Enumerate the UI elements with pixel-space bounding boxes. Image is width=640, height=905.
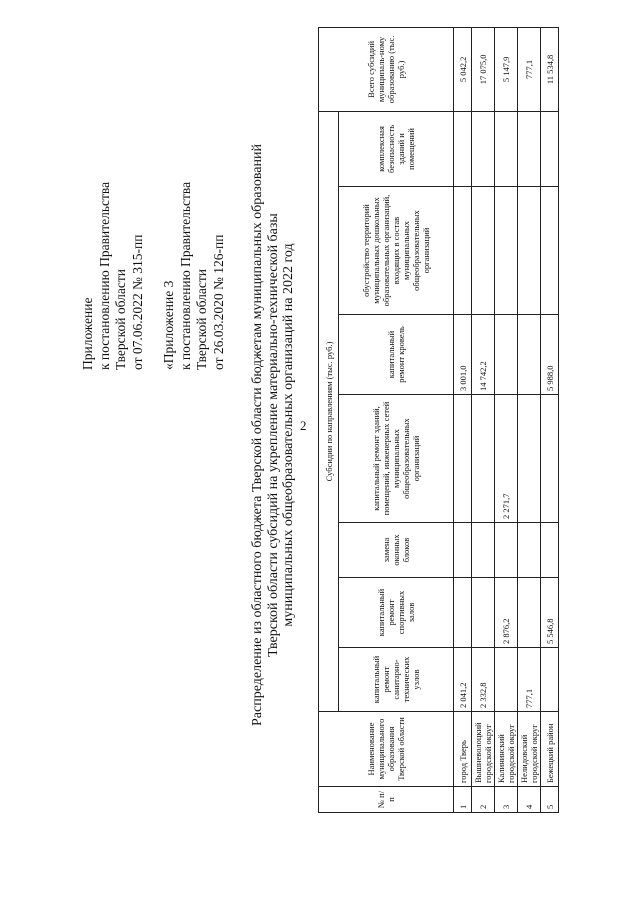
row-value	[454, 523, 472, 578]
row-total: 5 147,9	[495, 27, 518, 111]
row-value: 2 271,7	[495, 395, 518, 523]
appendix-line: к постановлению Правительства	[177, 181, 193, 370]
header-sub: капитальный ремонт кровель	[339, 315, 454, 395]
header-name: Наименование муниципального образования Тверской области	[319, 712, 454, 787]
row-value	[495, 187, 518, 315]
row-value	[518, 395, 541, 523]
row-value	[495, 315, 518, 395]
page-number: 2	[300, 418, 307, 433]
row-name: Бежецкий район	[541, 712, 559, 787]
title-line: муниципальных общеобразовательных организаций на 2022 год	[281, 243, 296, 627]
table-row	[495, 27, 518, 812]
row-value: 2 332,8	[472, 648, 495, 712]
row-value	[518, 523, 541, 578]
document-title	[250, 75, 297, 795]
row-value: 3 001,0	[454, 315, 472, 395]
row-value	[472, 395, 495, 523]
row-value: 14 742,2	[472, 315, 495, 395]
row-value: 2 041,2	[454, 648, 472, 712]
table-row	[472, 27, 495, 812]
title-line: Тверской области субсидий на укрепление материально-технической базы	[265, 213, 281, 657]
header-sub: обустройство территорий муниципальных дошкольных образовательных организаций, входящих в состав муниципальных общеобразовательных организаций	[339, 187, 454, 315]
row-name: Калининский городской округ	[495, 712, 518, 787]
row-value	[541, 523, 559, 578]
subsidy-table	[318, 27, 559, 813]
header-subsidy-group: Субсидии по направлениям (тыс. руб.)	[319, 111, 339, 711]
row-num: 4	[518, 787, 541, 813]
row-value	[454, 578, 472, 648]
appendix-line: от 26.03.2020 № 126-пп	[210, 234, 226, 370]
row-value	[472, 578, 495, 648]
table-row	[454, 27, 472, 812]
row-total: 17 075,0	[472, 27, 495, 111]
row-value	[454, 187, 472, 315]
row-value	[541, 395, 559, 523]
header-sub: капитальный ремонт спортивных залов	[339, 578, 454, 648]
appendix-line: Тверской области	[194, 269, 209, 370]
row-value	[454, 111, 472, 186]
row-value	[518, 187, 541, 315]
row-value	[472, 523, 495, 578]
row-name: Нелидовский городской округ	[518, 712, 541, 787]
title-line: Распределение из областного бюджета Тверской области бюджетам муниципальных образований	[250, 144, 265, 726]
row-value	[541, 111, 559, 186]
row-value: 777,1	[518, 648, 541, 712]
row-num: 3	[495, 787, 518, 813]
row-value	[518, 578, 541, 648]
appendix-block	[80, 182, 227, 370]
appendix-line: «Приложение 3	[161, 280, 176, 370]
row-value	[495, 523, 518, 578]
row-value: 2 876,2	[495, 578, 518, 648]
row-value	[495, 648, 518, 712]
row-value	[541, 648, 559, 712]
table-row	[541, 27, 559, 812]
row-value	[472, 187, 495, 315]
row-num: 1	[454, 787, 472, 813]
row-value	[495, 111, 518, 186]
header-sub: капитальный ремонт санитарно-технических узлов	[339, 648, 454, 712]
row-name: город Тверь	[454, 712, 472, 787]
row-value: 5 546,8	[541, 578, 559, 648]
row-name: Вышневолоцкий городской округ	[472, 712, 495, 787]
row-value	[518, 315, 541, 395]
row-num: 5	[541, 787, 559, 813]
header-num: № п/п	[319, 787, 454, 813]
row-value	[518, 111, 541, 186]
header-sub: замена оконных блоков	[339, 523, 454, 578]
header-sub: капитальный ремонт зданий, помещений, инженерных сетей муниципальных общеобразовательных организаций	[339, 395, 454, 523]
row-value	[454, 395, 472, 523]
header-total: Всего субсидий муниципаль-ному образованию (тыс. руб.)	[319, 27, 454, 111]
row-value: 5 988,0	[541, 315, 559, 395]
appendix-line: Тверской области	[113, 269, 128, 370]
row-num: 2	[472, 787, 495, 813]
row-total: 5 042,2	[454, 27, 472, 111]
appendix-line: от 07.06.2022 № 315-пп	[129, 234, 145, 370]
header-sub: комплексная безопасность зданий и помещений	[339, 111, 454, 186]
row-total: 777,1	[518, 27, 541, 111]
appendix-line: к постановлению Правительства	[96, 181, 112, 370]
row-total: 11 534,8	[541, 27, 559, 111]
appendix-line: Приложение	[80, 297, 95, 370]
row-value	[541, 187, 559, 315]
row-value	[472, 111, 495, 186]
table-row	[518, 27, 541, 812]
